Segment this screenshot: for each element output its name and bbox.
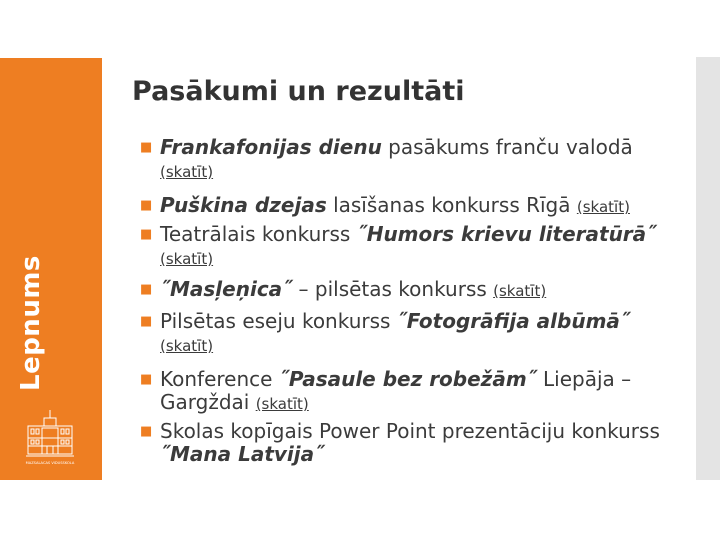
bullet-square-icon: ■ (140, 198, 153, 213)
school-logo-icon (24, 408, 76, 468)
view-link[interactable]: (skatīt) (576, 198, 630, 216)
sidebar-label: Lepnums (16, 255, 46, 391)
view-link[interactable]: (skatīt) (160, 250, 214, 268)
list-item (140, 310, 688, 358)
list-item (140, 420, 688, 466)
list-item (140, 223, 688, 271)
list-item (140, 278, 688, 303)
item-text: – pilsētas konkurss (292, 277, 494, 301)
bullet-square-icon: ■ (140, 282, 153, 297)
item-text: Konference (160, 367, 279, 391)
bullet-square-icon: ■ (140, 227, 153, 242)
page-title: Pasākumi un rezultāti (132, 76, 465, 107)
right-gray-panel (696, 57, 720, 480)
item-text: Teatrālais konkurss (160, 222, 357, 246)
bullet-square-icon: ■ (140, 314, 153, 329)
bullet-square-icon: ■ (140, 140, 153, 155)
logo-text: MAZSALACAS VIDUSSKOLA (25, 461, 75, 465)
item-emphasis: ˝Mana Latvija˝ (160, 442, 325, 466)
bullet-list (140, 136, 688, 466)
view-link[interactable]: (skatīt) (160, 163, 214, 181)
view-link[interactable]: (skatīt) (255, 395, 309, 413)
item-emphasis: Puškina dzejas (160, 193, 327, 217)
item-emphasis: ˝Masļeņica˝ (160, 277, 293, 301)
bullet-square-icon: ■ (140, 424, 153, 439)
item-text: lasīšanas konkurss Rīgā (326, 193, 577, 217)
list-item (140, 194, 688, 219)
item-emphasis: Frankafonijas dienu (160, 135, 382, 159)
item-emphasis: ˝Pasaule bez robežām˝ (278, 367, 537, 391)
bullet-square-icon: ■ (140, 372, 153, 387)
item-text: pasākums franču valodā (381, 135, 633, 159)
item-text: Pilsētas eseju konkurss (160, 309, 397, 333)
view-link[interactable]: (skatīt) (160, 337, 214, 355)
item-text: Skolas kopīgais Power Point prezentāciju konkurss (160, 419, 660, 443)
item-emphasis: ˝Fotogrāfija albūmā˝ (396, 309, 630, 333)
list-item (140, 368, 688, 416)
item-text-2: Liepāja – Gargždai (160, 367, 632, 414)
item-emphasis: ˝Humors krievu literatūrā˝ (356, 222, 657, 246)
list-item (140, 136, 688, 184)
view-link[interactable]: (skatīt) (493, 282, 547, 300)
